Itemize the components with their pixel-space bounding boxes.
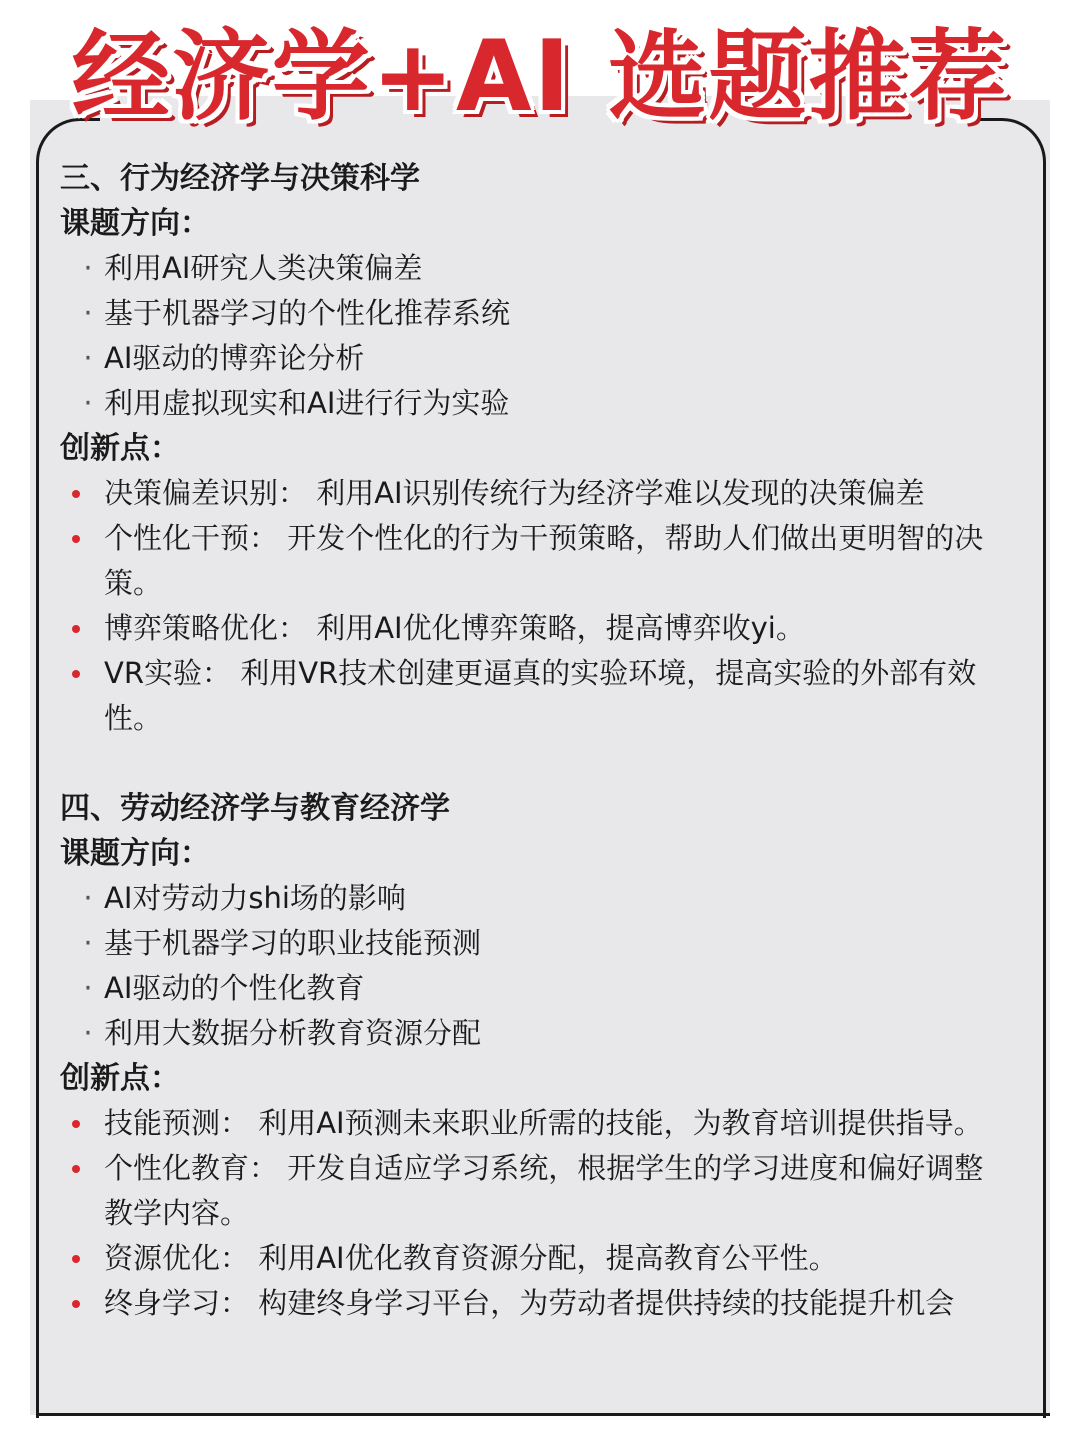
section-spacer (60, 741, 1020, 786)
direction-item: · AI对劳动力shi场的影响 (60, 876, 1020, 921)
middle-dot-icon: · (83, 881, 93, 915)
directions-label: 课题方向： (60, 836, 210, 871)
section-behavioral-economics (60, 156, 1020, 741)
innovation-item: 决策偏差识别： 利用AI识别传统行为经济学难以发现的决策偏差 (60, 471, 1020, 516)
direction-item: · 利用大数据分析教育资源分配 (60, 1011, 1020, 1056)
red-bullet-icon (72, 1255, 80, 1263)
direction-item: · AI驱动的个性化教育 (60, 966, 1020, 1011)
red-bullet-icon (72, 1165, 80, 1173)
red-bullet-icon (72, 670, 80, 678)
section-heading: 三、行为经济学与决策科学 (60, 161, 420, 196)
direction-item: · 利用AI研究人类决策偏差 (60, 246, 1020, 291)
direction-item: · 基于机器学习的职业技能预测 (60, 921, 1020, 966)
innovation-item: 技能预测： 利用AI预测未来职业所需的技能，为教育培训提供指导。 (60, 1101, 1020, 1146)
red-bullet-icon (72, 1300, 80, 1308)
middle-dot-icon: · (83, 296, 93, 330)
direction-item: · 利用虚拟现实和AI进行行为实验 (60, 381, 1020, 426)
page-title: 经济学+AI 选题推荐 (71, 20, 1009, 134)
innovation-item: 博弈策略优化： 利用AI优化博弈策略，提高博弈收yi。 (60, 606, 1020, 651)
innovation-item: 终身学习： 构建终身学习平台，为劳动者提供持续的技能提升机会 (60, 1281, 1020, 1326)
middle-dot-icon: · (83, 1016, 93, 1050)
red-bullet-icon (72, 625, 80, 633)
red-bullet-icon (72, 535, 80, 543)
direction-item: · 基于机器学习的个性化推荐系统 (60, 291, 1020, 336)
directions-label: 课题方向： (60, 206, 210, 241)
content (60, 156, 1020, 1326)
section-heading: 四、劳动经济学与教育经济学 (60, 791, 450, 826)
middle-dot-icon: · (83, 341, 93, 375)
innovation-item: 个性化干预： 开发个性化的行为干预策略，帮助人们做出更明智的决策。 (60, 516, 1020, 606)
middle-dot-icon: · (83, 386, 93, 420)
middle-dot-icon: · (83, 971, 93, 1005)
innovations-label: 创新点： (60, 1061, 180, 1096)
middle-dot-icon: · (83, 251, 93, 285)
middle-dot-icon: · (83, 926, 93, 960)
innovation-item: 资源优化： 利用AI优化教育资源分配，提高教育公平性。 (60, 1236, 1020, 1281)
direction-item: · AI驱动的博弈论分析 (60, 336, 1020, 381)
section-labor-economics (60, 786, 1020, 1326)
innovation-item: VR实验： 利用VR技术创建更逼真的实验环境，提高实验的外部有效性。 (60, 651, 1020, 741)
red-bullet-icon (72, 490, 80, 498)
innovation-item: 个性化教育： 开发自适应学习系统，根据学生的学习进度和偏好调整教学内容。 (60, 1146, 1020, 1236)
card-bottom-border (36, 1413, 1050, 1416)
innovations-label: 创新点： (60, 431, 180, 466)
red-bullet-icon (72, 1120, 80, 1128)
